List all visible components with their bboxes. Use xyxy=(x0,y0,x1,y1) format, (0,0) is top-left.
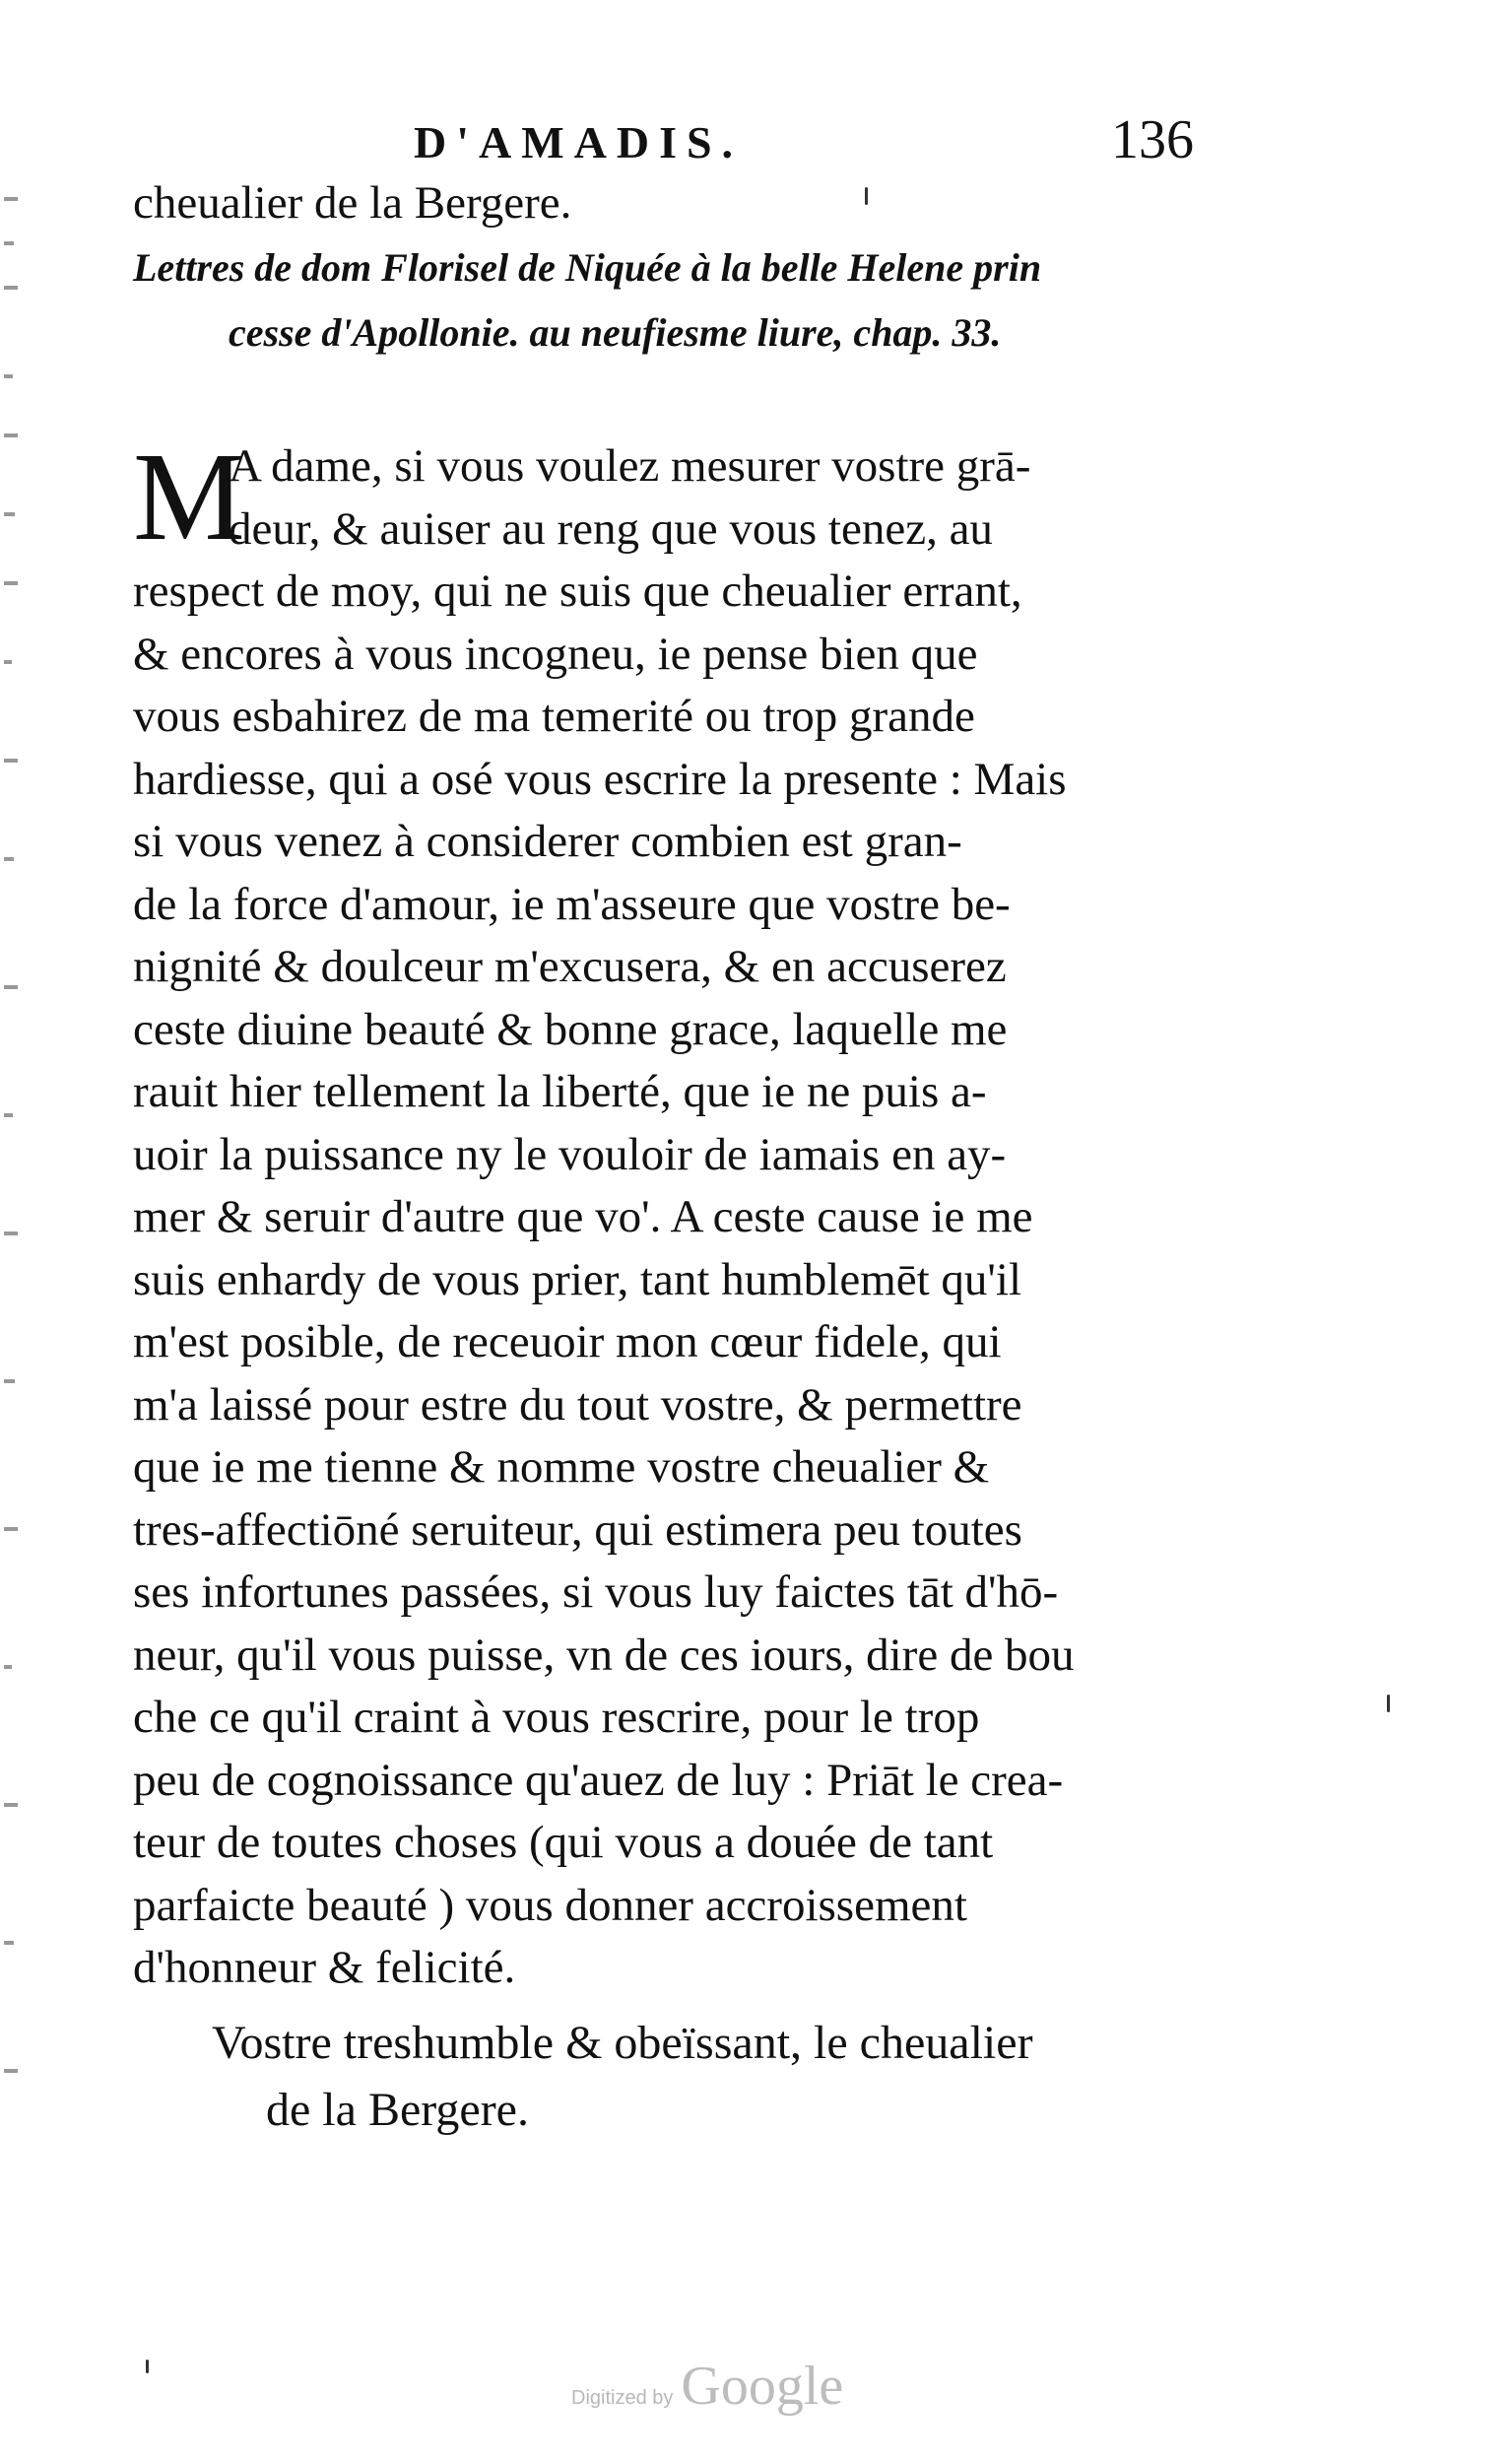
letter-line: deur, & auiser au reng que vous tenez, au xyxy=(229,502,993,555)
letter-line: rauit hier tellement la liberté, que ie ne puis a- xyxy=(133,1066,987,1117)
letter-line: de la force d'amour, ie m'asseure que vostre be- xyxy=(133,878,1011,930)
letter-line: tres-affectiōné seruiteur, qui estimera peu toutes xyxy=(133,1503,1022,1556)
drop-cap: M xyxy=(133,427,245,566)
letter-line: & encores à vous incogneu, ie pense bien que xyxy=(133,628,978,680)
digitization-watermark xyxy=(571,2355,843,2418)
letter-line: respect de moy, qui ne suis que cheualier errant, xyxy=(133,566,1022,617)
letter-line: vous esbahirez de ma temerité ou trop grande xyxy=(133,691,975,742)
letter-line: que ie me tienne & nomme vostre cheualier & xyxy=(133,1441,990,1493)
letter-line: si vous venez à considerer combien est gran- xyxy=(133,816,962,867)
letter-line: ceste diuine beauté & bonne grace, laquelle me xyxy=(133,1003,1008,1055)
letter-line: m'est posible, de receuoir mon cœur fidele, qui xyxy=(133,1316,1002,1367)
watermark-prefix: Digitized by xyxy=(571,2387,674,2409)
chapter-title-line-1: Lettres de dom Florisel de Niquée à la belle Helene prin xyxy=(133,245,1042,290)
chapter-title-line-2: cesse d'Apollonie. au neufiesme liure, chap. 33. xyxy=(229,310,1002,355)
letter-line: teur de toutes choses (qui vous a douée de tant xyxy=(133,1817,994,1868)
gutter-bleed-marks xyxy=(0,148,30,2167)
letter-line: mer & seruir d'autre que vo'. A ceste cause ie me xyxy=(133,1191,1033,1242)
letter-line: d'honneur & felicité. xyxy=(133,1942,516,1993)
ink-speck xyxy=(1387,1695,1390,1712)
letter-line: uoir la puissance ny le vouloir de iamais en ay- xyxy=(133,1128,1007,1180)
ink-speck xyxy=(865,187,868,205)
running-head: D'AMADIS. xyxy=(414,117,744,167)
letter-line: che ce qu'il craint à vous rescrire, pour le trop xyxy=(133,1692,980,1743)
letter-line: A dame, si vous voulez mesurer vostre grā- xyxy=(229,440,1031,492)
closing-signature-line-1: Vostre treshumble & obeïssant, le cheualier xyxy=(212,2017,1033,2069)
continuation-line: cheualier de la Bergere. xyxy=(133,177,572,229)
letter-line: hardiesse, qui a osé vous escrire la presente : Mais xyxy=(133,753,1067,805)
letter-line: neur, qu'il vous puisse, vn de ces iours, dire de bou xyxy=(133,1629,1075,1681)
ink-speck xyxy=(146,2360,149,2373)
letter-line: suis enhardy de vous prier, tant humblemēt qu'il xyxy=(133,1253,1022,1305)
letter-line: nignité & doulceur m'excusera, & en accuserez xyxy=(133,941,1007,992)
page-number: 136 xyxy=(1111,109,1194,170)
letter-line: parfaicte beauté ) vous donner accroissement xyxy=(133,1879,967,1931)
closing-signature-line-2: de la Bergere. xyxy=(266,2084,529,2136)
letter-line: m'a laissé pour estre du tout vostre, & permettre xyxy=(133,1378,1022,1431)
watermark-brand: Google xyxy=(681,2356,844,2417)
letter-line: ses infortunes passées, si vous luy faictes tāt d'hō- xyxy=(133,1566,1059,1618)
letter-line: peu de cognoissance qu'auez de luy : Priāt le crea- xyxy=(133,1754,1064,1806)
